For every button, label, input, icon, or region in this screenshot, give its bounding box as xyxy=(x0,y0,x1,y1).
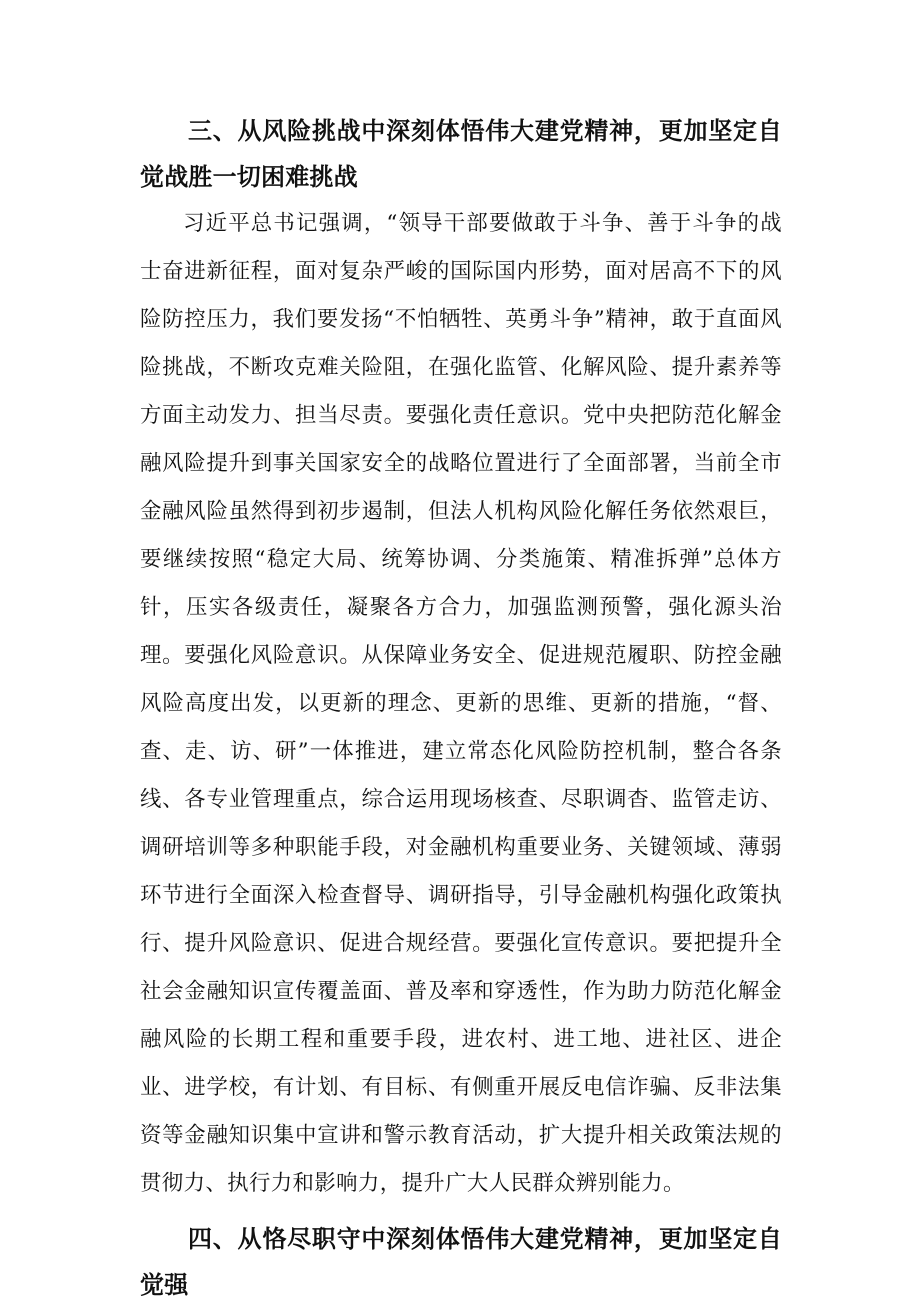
section-heading-four: 四、从恪尽职守中深刻体悟伟大建党精神，更加坚定自觉强 xyxy=(140,1225,782,1299)
section-heading-three: 三、从风险挑战中深刻体悟伟大建党精神，更加坚定自觉战胜一切困难挑战 xyxy=(140,117,782,191)
document-body xyxy=(140,108,782,1308)
body-paragraph: 习近平总书记强调，“领导干部要做敢于斗争、善于斗争的战士奋进新征程，面对复杂严峻的国际国内形势，面对居高不下的风险防控压力，我们要发扬“不怕牺牲、英勇斗争”精神，敢于直面风险挑战，不断攻克难关险阻，在强化监管、化解风险、提升素养等方面主动发力、担当尽责。要强化责任意识。党中央把防范化解金融风险提升到事关国家安全的战略位置进行了全面部署，当前全市金融风险虽然得到初步遏制，但法人机构风险化解任务依然艰巨，要继续按照“稳定大局、统筹协调、分类施策、精准拆弹”总体方针，压实各级责任，凝聚各方合力，加强监测预警，强化源头治理。要强化风险意识。从保障业务安全、促进规范履职、防控金融风险高度出发，以更新的理念、更新的思维、更新的措施，“督、查、走、访、研”一体推进，建立常态化风险防控机制，整合各条线、各专业管理重点，综合运用现场核查、尽职调杳、监管走访、调研培训等多种职能手段，对金融机构重要业务、关键领域、薄弱环节进行全面深入检查督导、调研指导，引导金融机构强化政策执行、提升风险意识、促进合规经营。要强化宣传意识。要把提升全社会金融知识宣传覆盖面、普及率和穿透性，作为助力防范化解金融风险的长期工程和重要手段，进农村、进工地、进社区、进企业、进学校，有计划、有目标、有侧重开展反电信诈骗、反非法集资等金融知识集中宣讲和警示教育活动，扩大提升相关政策法规的贯彻力、执行力和影响力，提升广大人民群众辨别能力。 xyxy=(140,211,782,1196)
